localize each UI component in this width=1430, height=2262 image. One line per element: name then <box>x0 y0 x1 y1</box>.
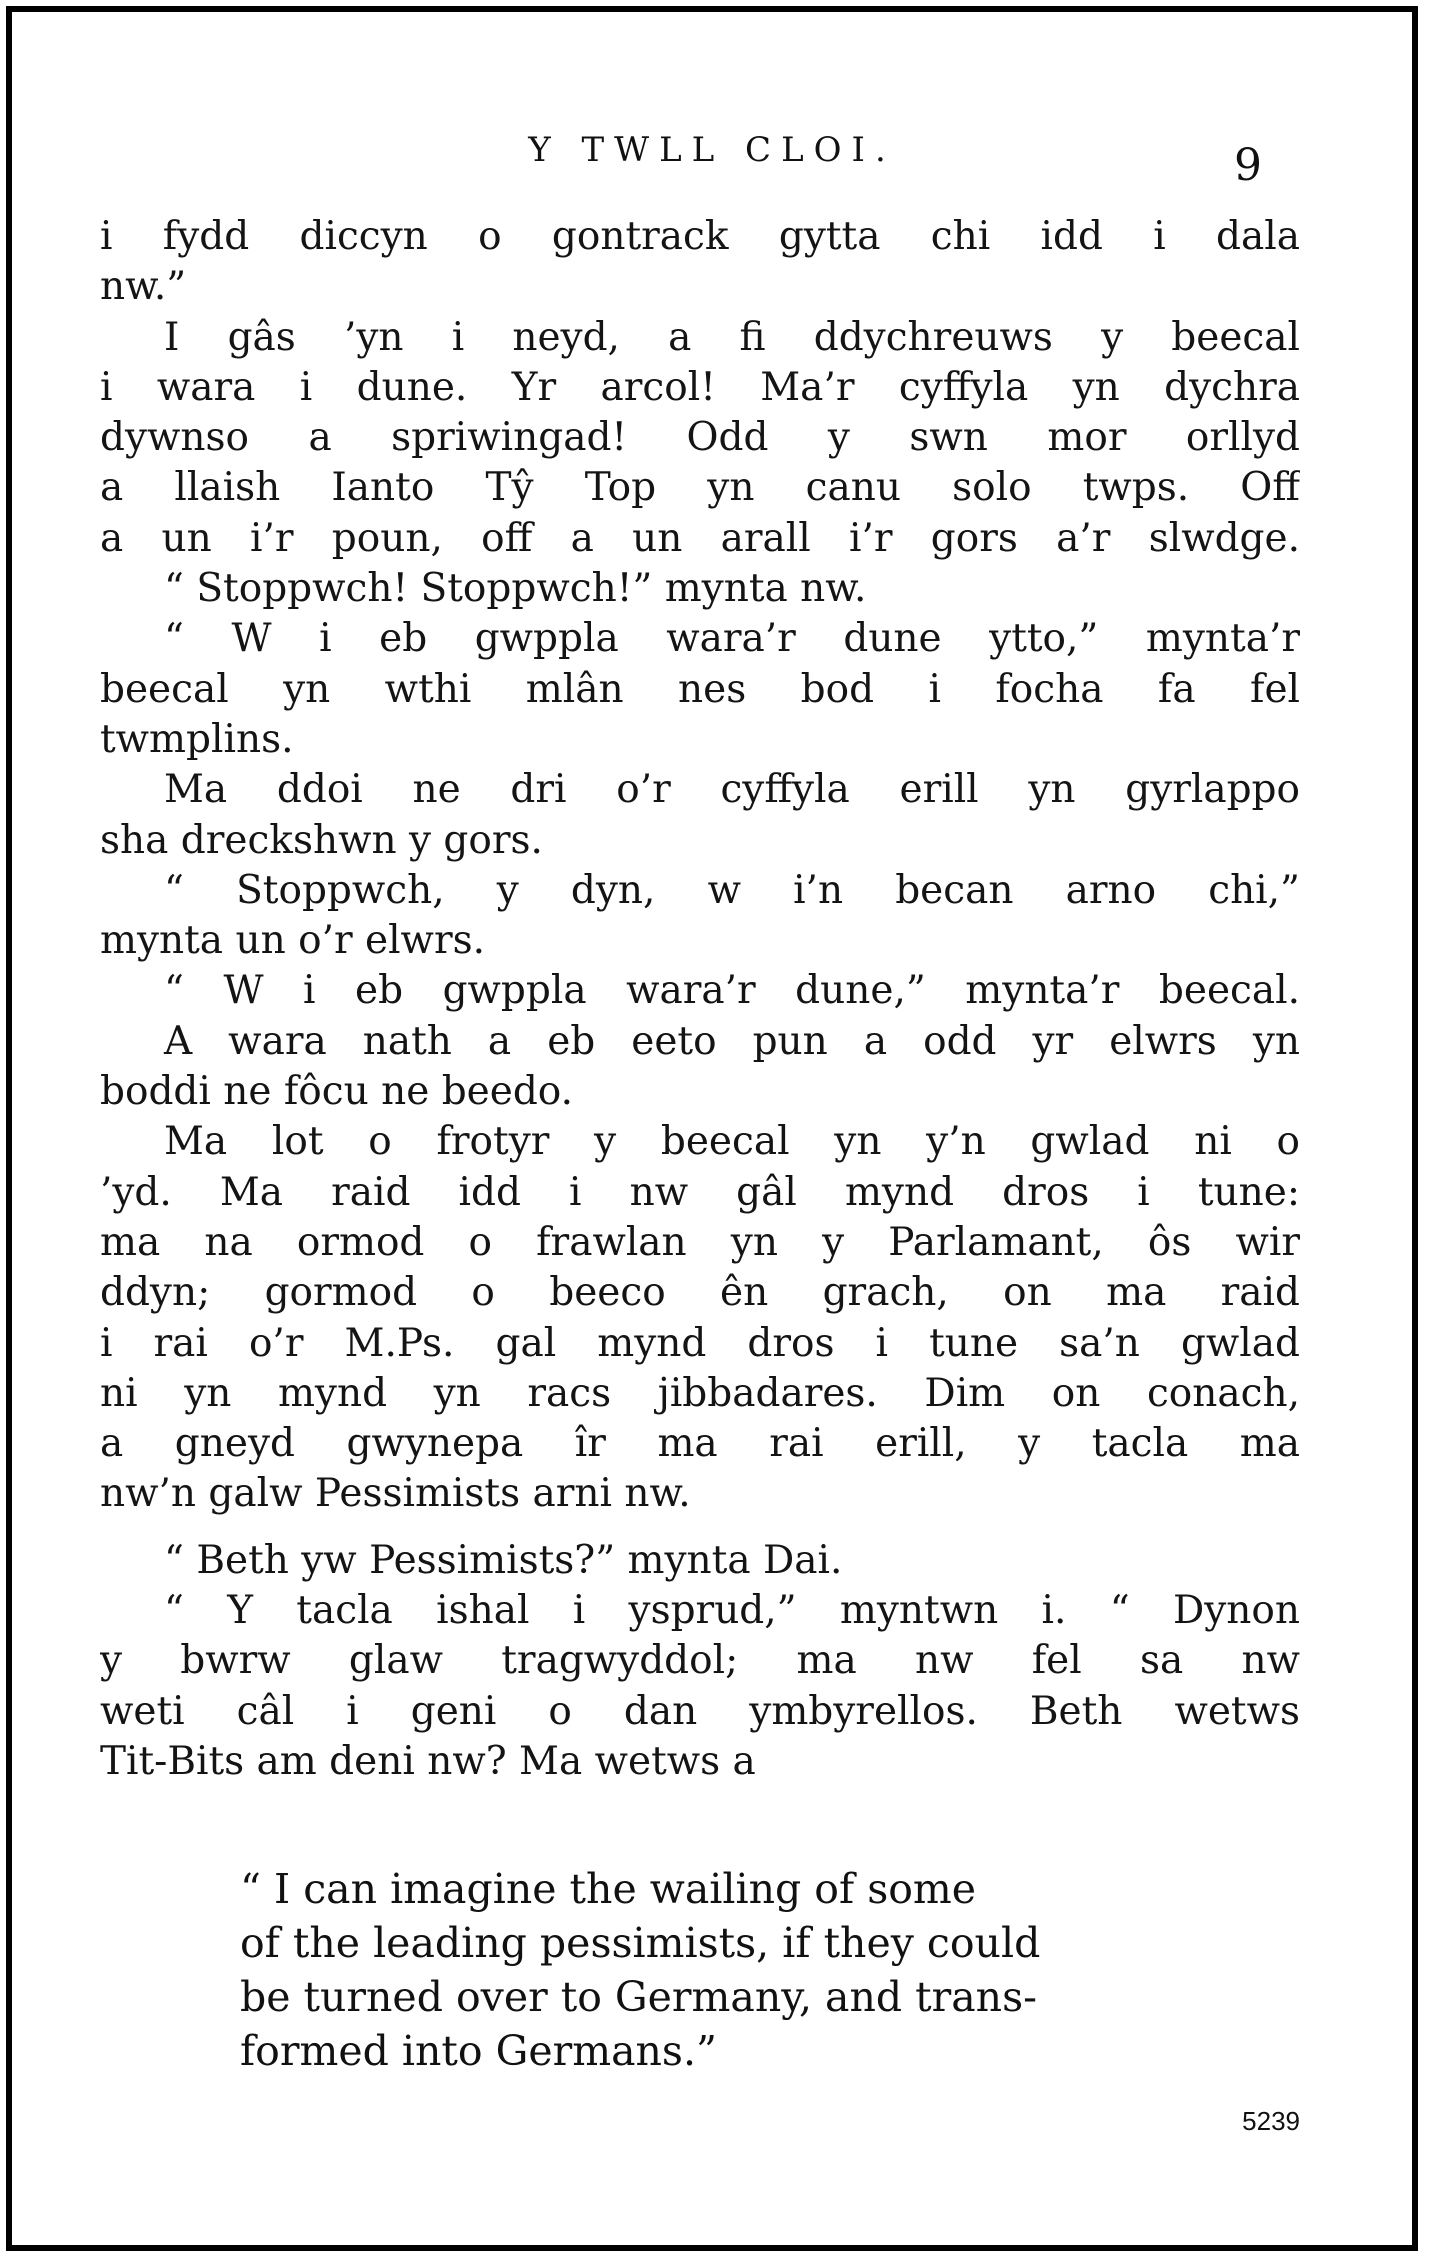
text-line: weti câl i geni o dan ymbyrellos. Beth wetws <box>100 1688 1300 1734</box>
text-line: a llaish Ianto Tŷ Top yn canu solo twps. Off <box>100 465 1300 511</box>
page-number: 9 <box>1234 140 1262 191</box>
text-line: nw’n galw Pessimists arni nw. <box>100 1471 691 1517</box>
text-line: “ Stoppwch! Stoppwch!” mynta nw. <box>164 566 867 612</box>
text-line: twmplins. <box>100 716 294 762</box>
text-line: Ma ddoi ne dri o’r cyffyla erill yn gyrlappo <box>164 767 1300 813</box>
text-line: ddyn; gormod o beeco ên grach, on ma raid <box>100 1270 1300 1316</box>
text-line: beecal yn wthi mlân nes bod i focha fa fel <box>100 666 1300 712</box>
text-line: “ W i eb gwppla wara’r dune,” mynta’r beecal. <box>164 968 1300 1014</box>
text-line: I gâs ’yn i neyd, a fi ddychreuws y beecal <box>164 314 1300 360</box>
running-title: Y TWLL CLOI. <box>528 130 896 170</box>
quote-line: formed into Germans.” <box>240 2027 717 2075</box>
text-line: “ Y tacla ishal i ysprud,” myntwn i. “ Dynon <box>164 1588 1300 1634</box>
text-line: “ Beth yw Pessimists?” mynta Dai. <box>164 1537 843 1583</box>
text-line: dywnso a spriwingad! Odd y swn mor orllyd <box>100 415 1300 461</box>
quote-line: “ I can imagine the wailing of some <box>240 1865 977 1913</box>
text-line: “ Stoppwch, y dyn, w i’n becan arno chi,” <box>164 867 1300 913</box>
text-line: i fydd diccyn o gontrack gytta chi idd i dala <box>100 214 1300 259</box>
text-line: i rai o’r M.Ps. gal mynd dros i tune sa’n gwlad <box>100 1320 1300 1366</box>
page-id: 5239 <box>1242 2106 1300 2136</box>
quote-line: be turned over to Germany, and trans- <box>240 1973 1037 2021</box>
text-line: boddi ne fôcu ne beedo. <box>100 1069 573 1115</box>
text-line: ni yn mynd yn racs jibbadares. Dim on conach, <box>100 1370 1300 1416</box>
text-line: ma na ormod o frawlan yn y Parlamant, ôs wir <box>100 1219 1300 1265</box>
page-frame <box>6 6 1418 2251</box>
text-line: a gneyd gwynepa îr ma rai erill, y tacla ma <box>100 1421 1300 1467</box>
text-line: i wara i dune. Yr arcol! Ma’r cyffyla yn dychra <box>100 364 1300 410</box>
text-line: Tit-Bits am deni nw? Ma wetws a <box>100 1738 756 1784</box>
block-quote <box>240 1862 1240 2078</box>
body-text <box>100 212 1300 1787</box>
text-line: a un i’r poun, off a un arall i’r gors a’r slwdge. <box>100 515 1300 561</box>
text-line: A wara nath a eb eeto pun a odd yr elwrs yn <box>164 1018 1300 1064</box>
text-line: sha dreckshwn y gors. <box>100 817 543 863</box>
text-line: nw.” <box>100 264 187 310</box>
text-line: y bwrw glaw tragwyddol; ma nw fel sa nw <box>100 1638 1300 1684</box>
paragraph-gap <box>100 1520 1300 1536</box>
text-line: “ W i eb gwppla wara’r dune ytto,” mynta’r <box>164 616 1300 662</box>
quote-line: of the leading pessimists, if they could <box>240 1919 1041 1967</box>
text-line: Ma lot o frotyr y beecal yn y’n gwlad ni o <box>164 1119 1300 1165</box>
text-line: ’yd. Ma raid idd i nw gâl mynd dros i tune: <box>100 1169 1300 1215</box>
text-line: mynta un o’r elwrs. <box>100 918 485 964</box>
